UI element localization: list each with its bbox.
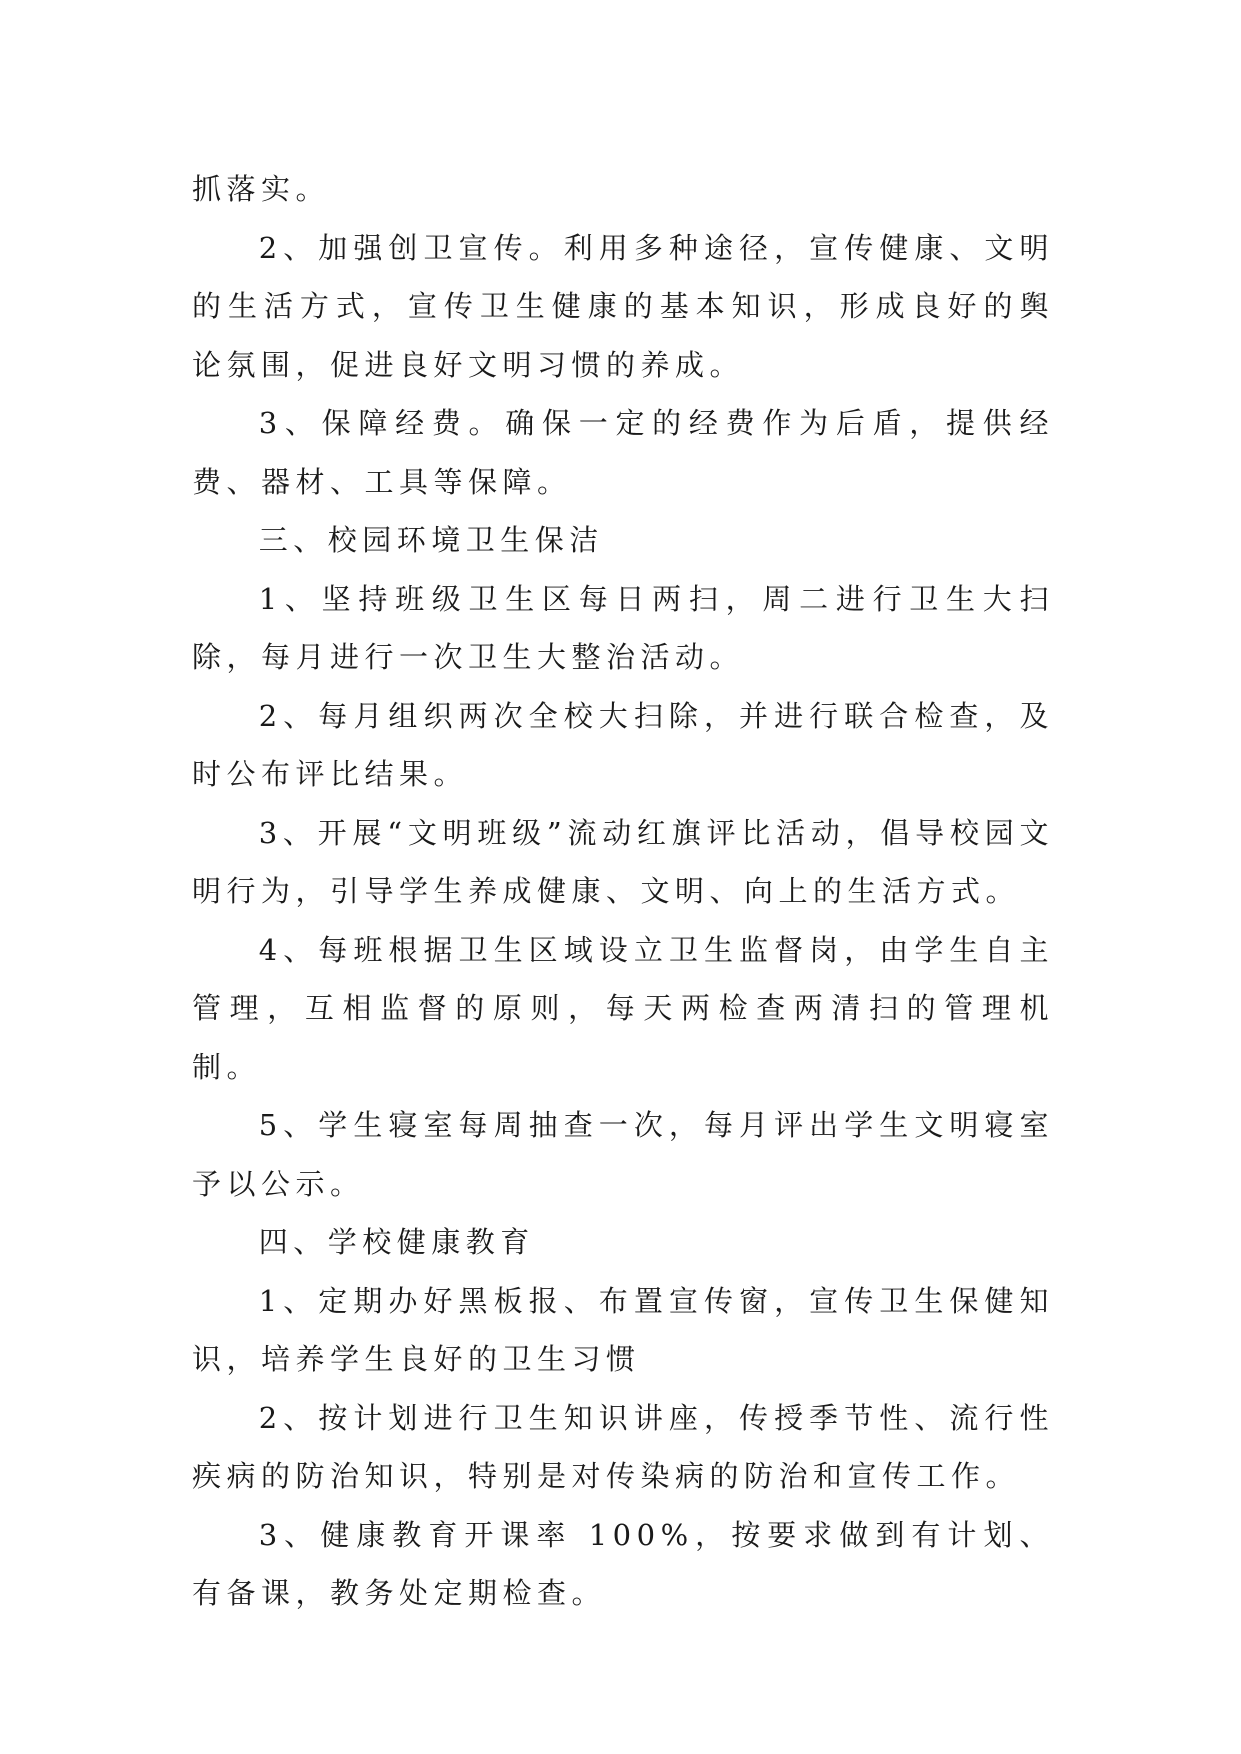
paragraph-item-lectures: 2、按计划进行卫生知识讲座，传授季节性、流行性疾病的防治知识，特别是对传染病的防治和宣传工作。 [192, 1400, 1054, 1493]
document-body [192, 160, 1054, 1623]
section-heading-health-education: 四、学校健康教育 [258, 1225, 535, 1259]
paragraph-continuation: 抓落实。 [192, 172, 331, 206]
paragraph-item-daily-sweeping: 1、坚持班级卫生区每日两扫，周二进行卫生大扫除，每月进行一次卫生大整治活动。 [192, 581, 1054, 674]
paragraph-item-blackboard: 1、定期办好黑板报、布置宣传窗，宣传卫生保健知识，培养学生良好的卫生习惯 [192, 1283, 1054, 1376]
paragraph-item-funding: 3、保障经费。确保一定的经费作为后盾，提供经费、器材、工具等保障。 [192, 406, 1054, 499]
paragraph-item-supervision-post: 4、每班根据卫生区域设立卫生监督岗，由学生自主管理，互相监督的原则，每天两检查两清扫的管理机制。 [192, 932, 1054, 1084]
paragraph-item-monthly-cleaning: 2、每月组织两次全校大扫除，并进行联合检查，及时公布评比结果。 [192, 698, 1054, 791]
paragraph-item-course-rate: 3、健康教育开课率 100%，按要求做到有计划、有备课，教务处定期检查。 [192, 1517, 1054, 1610]
section-heading-campus-cleaning: 三、校园环境卫生保洁 [258, 523, 604, 557]
paragraph-item-civilized-class: 3、开展“文明班级”流动红旗评比活动，倡导校园文明行为，引导学生养成健康、文明、向上的生活方式。 [192, 815, 1054, 908]
paragraph-item-dormitory-check: 5、学生寝室每周抽查一次，每月评出学生文明寝室予以公示。 [192, 1108, 1054, 1201]
paragraph-item-publicity: 2、加强创卫宣传。利用多种途径，宣传健康、文明的生活方式，宣传卫生健康的基本知识，形成良好的舆论氛围，促进良好文明习惯的养成。 [192, 230, 1054, 382]
